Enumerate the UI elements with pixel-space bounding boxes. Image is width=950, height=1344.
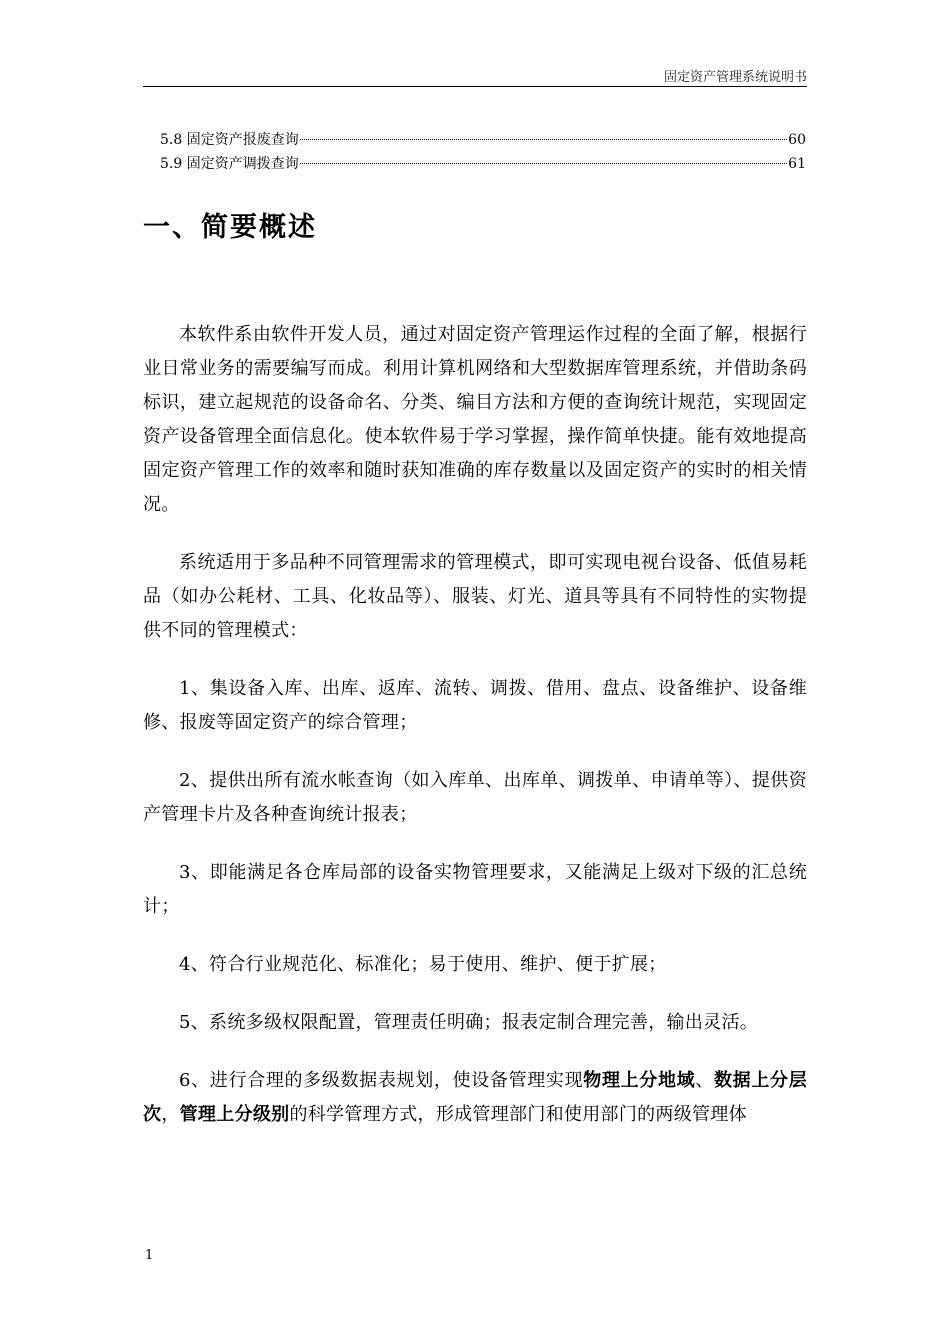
paragraph: 5、系统多级权限配置，管理责任明确；报表定制合理完善，输出灵活。 xyxy=(179,1012,759,1033)
paragraph: 本软件系由软件开发人员，通过对固定资产管理运作过程的全面了解，根据行业日常业务的需要编写而成。利用计算机网络和大型数据库管理系统，并借助条码标识，建立起规范的设备命名、分类、编目方法和方便的查询统计规范，实现固定资产设备管理全面信息化。使本软件易于学习掌握，操作简单快捷。能有效地提高固定资产管理工作的效率和随时获知准确的库存数量以及固定资产的实时的相关情况。 xyxy=(143,324,807,515)
toc-entry-label: 5.8 固定资产报废查询 xyxy=(160,132,299,148)
header-title: 固定资产管理系统说明书 xyxy=(663,70,807,85)
section-title: 一、简要概述 xyxy=(143,212,317,243)
bold-phrase: 数据上分层次 xyxy=(143,1070,807,1125)
paragraph: 4、符合行业规范化、标准化；易于使用、维护、便于扩展； xyxy=(179,954,667,975)
bold-phrase: 物理上分地域 xyxy=(583,1070,696,1091)
bold-phrase: 管理上分级别 xyxy=(179,1104,290,1125)
header-rule xyxy=(143,86,807,87)
paragraph: 2、提供出所有流水帐查询（如入库单、出库单、调拨单、申请单等）、提供资产管理卡片及各种查询统计报表； xyxy=(143,770,807,825)
paragraph-text: 、 xyxy=(695,1070,714,1091)
paragraph-text: 6、进行合理的多级数据表规划，使设备管理实现 xyxy=(179,1070,584,1091)
paragraph-text: 的科学管理方式，形成管理部门和使用部门的两级管理体 xyxy=(289,1104,747,1125)
paragraph-text: ， xyxy=(161,1104,180,1125)
toc-entry[interactable] xyxy=(160,128,806,152)
toc-entry-page: 60 xyxy=(788,132,806,148)
toc-entry-page: 61 xyxy=(788,156,806,172)
toc-dot-leader xyxy=(300,139,787,140)
toc-entry[interactable] xyxy=(160,152,806,176)
paragraph xyxy=(143,1064,807,1132)
table-of-contents xyxy=(160,128,806,176)
paragraph: 1、集设备入库、出库、返库、流转、调拨、借用、盘点、设备维护、设备维修、报废等固定资产的综合管理； xyxy=(143,678,807,733)
page-number: 1 xyxy=(145,1248,154,1263)
paragraph: 3、即能满足各仓库局部的设备实物管理要求，又能满足上级对下级的汇总统计； xyxy=(143,862,807,917)
toc-dot-leader xyxy=(300,163,787,164)
paragraph: 系统适用于多品种不同管理需求的管理模式，即可实现电视台设备、低值易耗品（如办公耗材、工具、化妆品等）、服装、灯光、道具等具有不同特性的实物提供不同的管理模式： xyxy=(143,552,807,641)
toc-entry-label: 5.9 固定资产调拨查询 xyxy=(160,156,299,172)
body-text xyxy=(143,318,807,1132)
